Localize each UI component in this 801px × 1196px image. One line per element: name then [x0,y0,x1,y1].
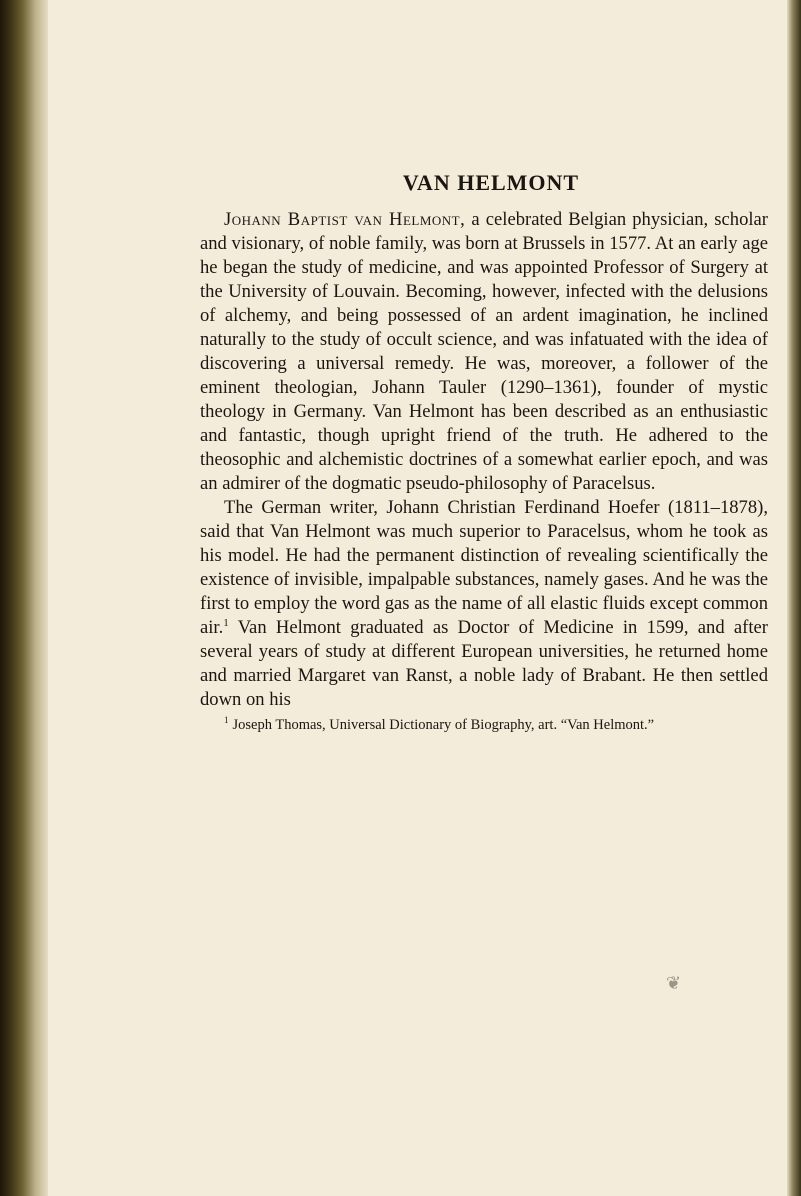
page-title: VAN HELMONT [402,170,580,195]
printer-ornament-icon: ❦ [666,973,682,994]
footnote-number: 1 [224,715,229,726]
paragraph-intro-text: a celebrated Belgian physician, scholar and visionary, of noble family, was born at Brussels in 1577. At an early age he began the study of medicine, and was appointed Professor of Surgery at the University of Louvain. Becoming, however, infected with the delusions of alchemy, and being possessed of an ardent imagination, he inclined naturally to the study of occult science, and was infatuated with the idea of discovering a universal remedy. He was, moreover, a follower of the eminent theologian, Johann Tauler (1290–1361), founder of mystic theology in Germany. Van Helmont has been described as an enthusiastic and fantastic, though upright friend of the truth. He adhered to the theosophic and alchemistic doctrines of a somewhat earlier epoch, and was an admirer of the dogmatic pseudo-philosophy of Paracelsus. [200,209,768,494]
name-small-caps: Johann Baptist van Helmont, [224,209,466,230]
page-binding-edge-left [0,0,48,1196]
paragraph-hoefer-text-b: Van Helmont graduated as Doctor of Medicine in 1599, and after several years of study at different European universities, he returned home and married Margaret van Ranst, a noble lady of Brabant. He then settled down on his [200,617,768,710]
paragraph-hoefer-text-a: The German writer, Johann Christian Ferdinand Hoefer (1811–1878), said that Van Helmont was much superior to Paracelsus, whom he took as his model. He had the permanent distinction of revealing scientifically the existence of invisible, impalpable substances, namely gases. And he was the first to employ the word gas as the name of all elastic fluids except common air. [200,497,768,638]
paragraph-hoefer [200,496,768,712]
page-content [200,170,768,734]
footnote [200,716,768,734]
footnote-reference: 1 [223,616,229,629]
footnote-text: Joseph Thomas, Universal Dictionary of Biography, art. “Van Helmont.” [232,717,655,733]
page-edge-right [787,0,801,1196]
paragraph-intro [200,208,768,496]
